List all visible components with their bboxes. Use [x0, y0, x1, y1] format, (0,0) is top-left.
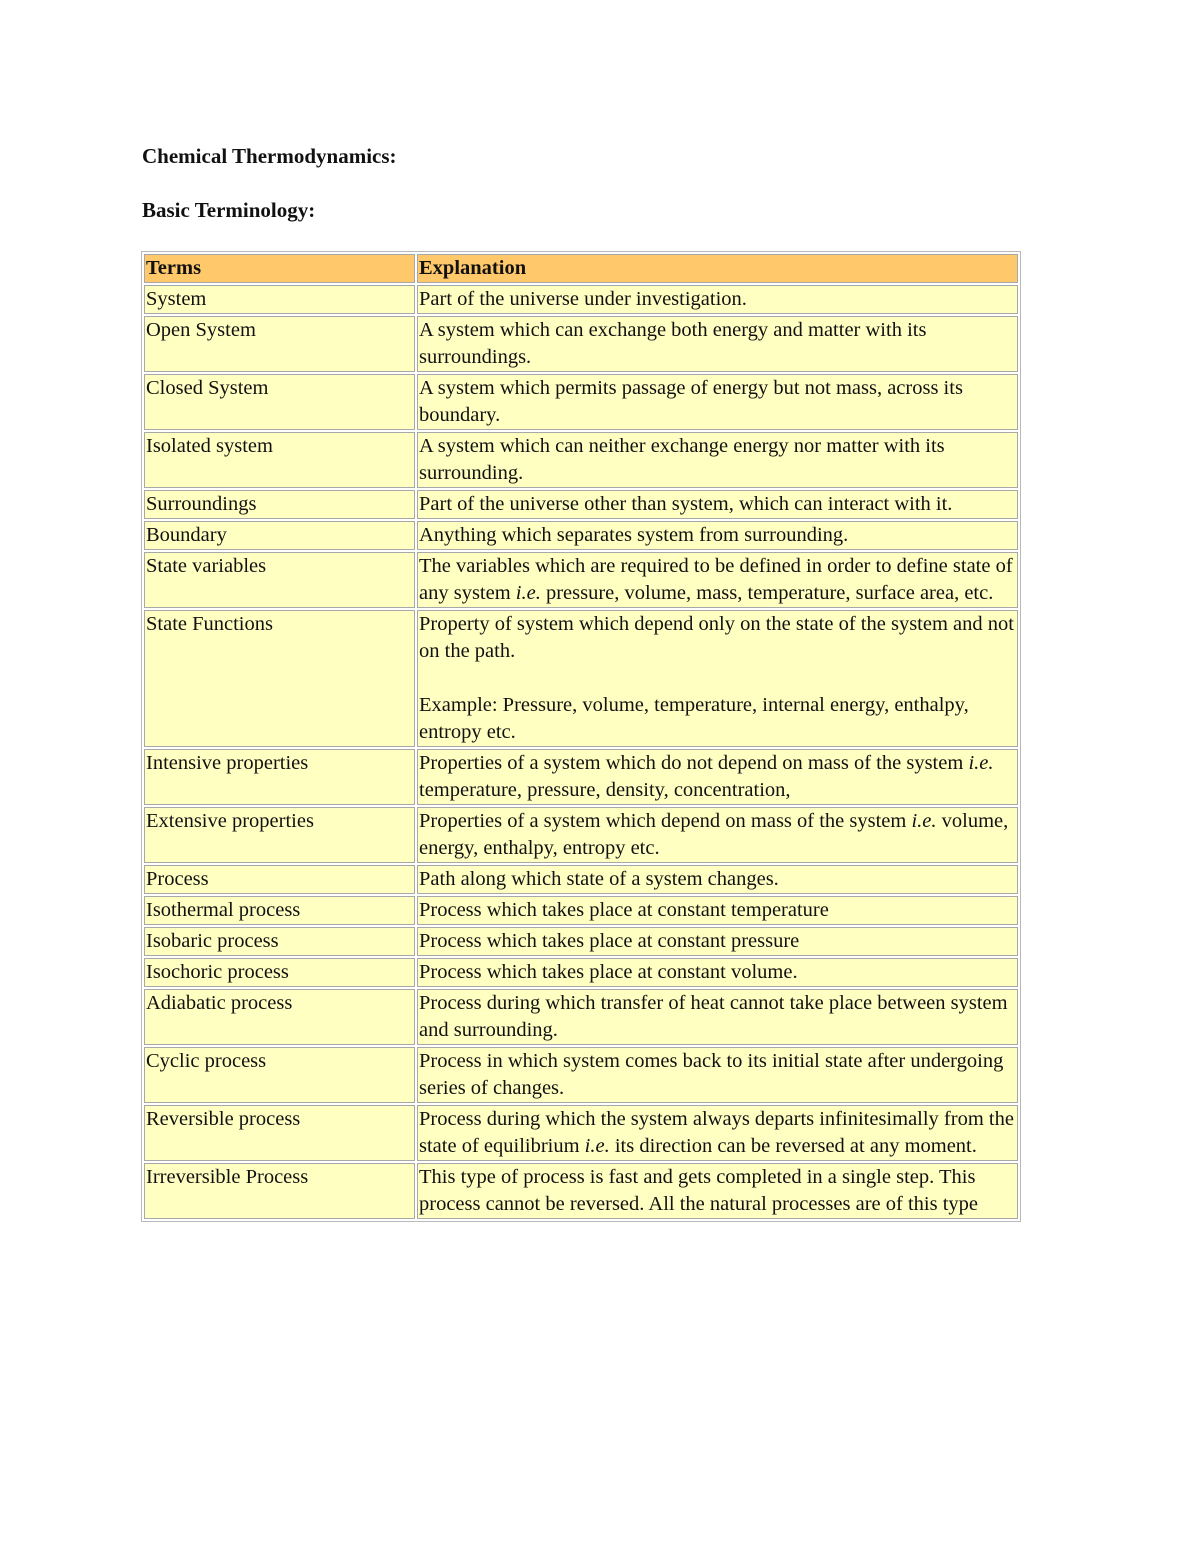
explanation-text: Properties of a system which do not depend on mass of the system: [419, 752, 969, 774]
table-row: [144, 807, 1018, 863]
explanation-text: Process during which the system always departs infinitesimally from the state of equilibrium: [419, 1108, 1014, 1157]
explanation-cell: Process in which system comes back to its initial state after undergoing series of changes.: [417, 1047, 1018, 1103]
term-cell: Isobaric process: [144, 927, 415, 956]
explanation-cell: Process which takes place at constant volume.: [417, 958, 1018, 987]
term-cell: State Functions: [144, 610, 415, 747]
table-row: [144, 490, 1018, 519]
term-cell: Closed System: [144, 374, 415, 430]
term-cell: State variables: [144, 552, 415, 608]
term-cell: Reversible process: [144, 1105, 415, 1161]
explanation-cell: Part of the universe other than system, which can interact with it.: [417, 490, 1018, 519]
explanation-cell: [417, 1105, 1018, 1161]
table-row: [144, 896, 1018, 925]
explanation-cell: Process which takes place at constant pressure: [417, 927, 1018, 956]
table-row: [144, 316, 1018, 372]
table-row: [144, 432, 1018, 488]
explanation-text: The variables which are required to be defined in order to define state of any system: [419, 555, 1013, 604]
explanation-cell: Process during which transfer of heat cannot take place between system and surrounding.: [417, 989, 1018, 1045]
explanation-cell: Part of the universe under investigation.: [417, 285, 1018, 314]
term-cell: Surroundings: [144, 490, 415, 519]
column-header-terms: Terms: [144, 254, 415, 283]
explanation-text: Properties of a system which depend on mass of the system: [419, 810, 912, 832]
table-row: [144, 610, 1018, 747]
explanation-cell: This type of process is fast and gets completed in a single step. This process cannot be reversed. All the natural processes are of this type: [417, 1163, 1018, 1219]
table-row: [144, 1105, 1018, 1161]
explanation-cell: [417, 807, 1018, 863]
explanation-cell: Process which takes place at constant temperature: [417, 896, 1018, 925]
explanation-text: volume, energy, enthalpy, entropy etc.: [419, 810, 1009, 859]
table-row: [144, 989, 1018, 1045]
explanation-cell: [417, 610, 1018, 747]
table-header-row: [144, 254, 1018, 283]
term-cell: Boundary: [144, 521, 415, 550]
abbreviation-ie: i.e.: [911, 810, 937, 832]
term-cell: Open System: [144, 316, 415, 372]
table-row: [144, 865, 1018, 894]
example-text: Example: Pressure, volume, temperature, internal energy, enthalpy, entropy etc.: [419, 694, 969, 743]
explanation-text: Property of system which depend only on the state of the system and not on the path.: [419, 613, 1014, 662]
explanation-text: temperature, pressure, density, concentration,: [419, 779, 791, 801]
term-cell: Cyclic process: [144, 1047, 415, 1103]
table-row: [144, 1047, 1018, 1103]
table-row: [144, 552, 1018, 608]
abbreviation-ie: i.e.: [515, 582, 541, 604]
term-cell: Isolated system: [144, 432, 415, 488]
table-row: [144, 1163, 1018, 1219]
abbreviation-ie: i.e.: [584, 1135, 610, 1157]
explanation-cell: Path along which state of a system changes.: [417, 865, 1018, 894]
term-cell: System: [144, 285, 415, 314]
term-cell: Isochoric process: [144, 958, 415, 987]
explanation-cell: Anything which separates system from surrounding.: [417, 521, 1018, 550]
table-row: [144, 927, 1018, 956]
page-title: Chemical Thermodynamics:: [142, 144, 397, 168]
term-cell: Extensive properties: [144, 807, 415, 863]
column-header-explanation: Explanation: [417, 254, 1018, 283]
section-heading: Basic Terminology:: [142, 198, 316, 222]
table-row: [144, 958, 1018, 987]
explanation-text: pressure, volume, mass, temperature, surface area, etc.: [540, 582, 994, 604]
term-cell: Process: [144, 865, 415, 894]
term-cell: Adiabatic process: [144, 989, 415, 1045]
table-row: [144, 749, 1018, 805]
table-row: [144, 285, 1018, 314]
explanation-cell: A system which can neither exchange energy nor matter with its surrounding.: [417, 432, 1018, 488]
table-row: [144, 374, 1018, 430]
abbreviation-ie: i.e.: [968, 752, 994, 774]
term-cell: Intensive properties: [144, 749, 415, 805]
explanation-cell: A system which permits passage of energy but not mass, across its boundary.: [417, 374, 1018, 430]
term-cell: Irreversible Process: [144, 1163, 415, 1219]
terminology-table: [141, 251, 1021, 1222]
explanation-text: its direction can be reversed at any moment.: [609, 1135, 977, 1157]
explanation-cell: [417, 552, 1018, 608]
explanation-cell: A system which can exchange both energy and matter with its surroundings.: [417, 316, 1018, 372]
term-cell: Isothermal process: [144, 896, 415, 925]
table-row: [144, 521, 1018, 550]
explanation-cell: [417, 749, 1018, 805]
